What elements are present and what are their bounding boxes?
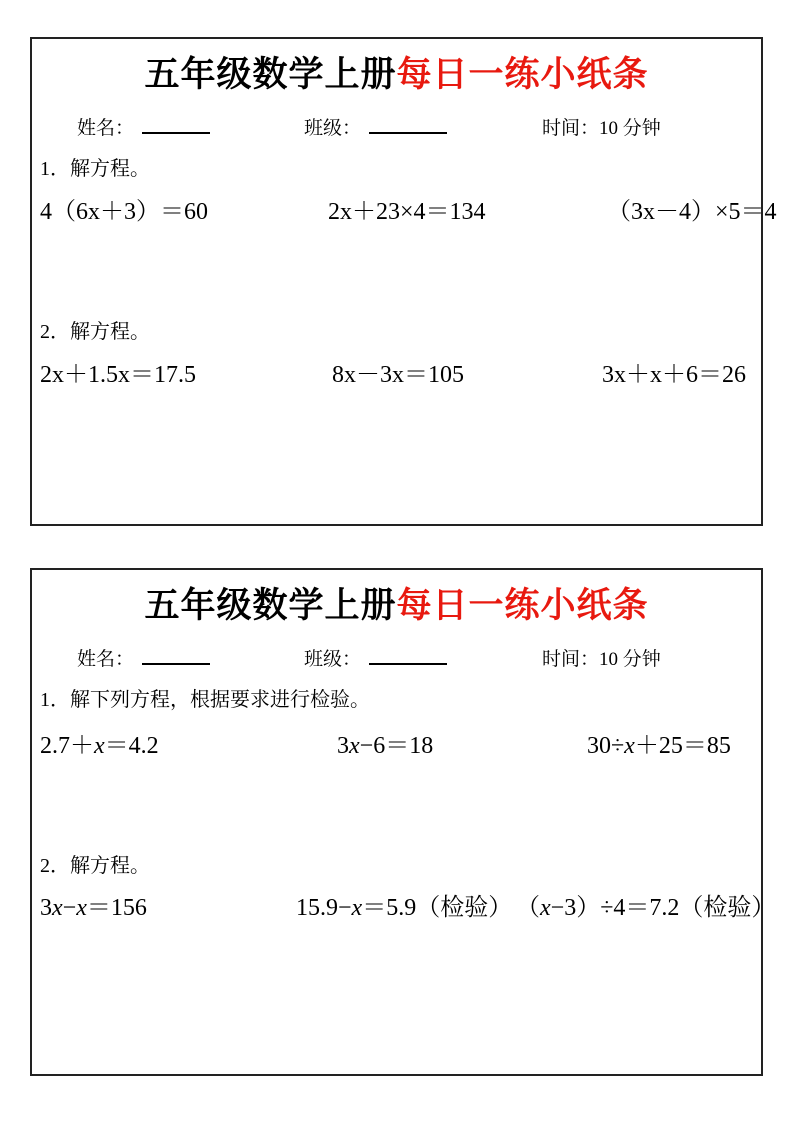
class-blank-line <box>369 115 447 134</box>
equation: 2x＋23×4＝134 <box>328 199 486 225</box>
section-2-equations <box>32 887 776 921</box>
time-label: 时间：10 分钟 <box>542 118 661 139</box>
class-field <box>304 113 447 140</box>
equation: 2.7＋x＝4.2 <box>40 733 159 759</box>
class-blank-line <box>369 646 447 665</box>
name-blank-line <box>142 115 210 134</box>
name-blank-line <box>142 646 210 665</box>
name-field <box>77 644 210 671</box>
title-highlight-part: 每日一练小纸条 <box>396 586 649 625</box>
equation: （3x－4）×5＝4 <box>607 199 777 225</box>
equation: 3x−6＝18 <box>337 733 434 759</box>
equation: 4（6x＋3）＝60 <box>40 199 208 225</box>
worksheet-title <box>32 578 761 628</box>
time-field <box>542 113 661 140</box>
equation: 8x－3x＝105 <box>332 362 464 388</box>
section-1-equations <box>32 725 761 759</box>
time-label: 时间：10 分钟 <box>542 649 661 670</box>
title-course-part: 五年级数学上册 <box>144 586 397 625</box>
name-label: 姓名： <box>77 649 135 670</box>
class-label: 班级： <box>304 118 362 139</box>
equation: 2x＋1.5x＝17.5 <box>40 362 196 388</box>
title-highlight-part: 每日一练小纸条 <box>396 55 649 94</box>
equation: （x−3）÷4＝7.2（检验） <box>516 895 776 921</box>
section-1-equations <box>32 191 777 225</box>
section-1-label: 1．解方程。 <box>40 158 150 180</box>
section-2-equations <box>32 354 761 388</box>
name-label: 姓名： <box>77 118 135 139</box>
equation: 30÷x＋25＝85 <box>587 733 731 759</box>
section-2-label: 2．解方程。 <box>40 321 150 343</box>
worksheet-title <box>32 47 761 97</box>
title-course-part: 五年级数学上册 <box>144 55 397 94</box>
worksheet-card-2 <box>30 568 776 1076</box>
equation: 3x−x＝156 <box>40 895 147 921</box>
equation: 3x＋x＋6＝26 <box>602 362 746 388</box>
section-2-label: 2．解方程。 <box>40 855 150 877</box>
class-field <box>304 644 447 671</box>
time-field <box>542 644 661 671</box>
name-field <box>77 113 210 140</box>
class-label: 班级： <box>304 649 362 670</box>
worksheet-card-1 <box>30 37 777 526</box>
section-1-label: 1．解下列方程，根据要求进行检验。 <box>40 689 370 711</box>
equation: 15.9−x＝5.9（检验） <box>296 895 513 921</box>
